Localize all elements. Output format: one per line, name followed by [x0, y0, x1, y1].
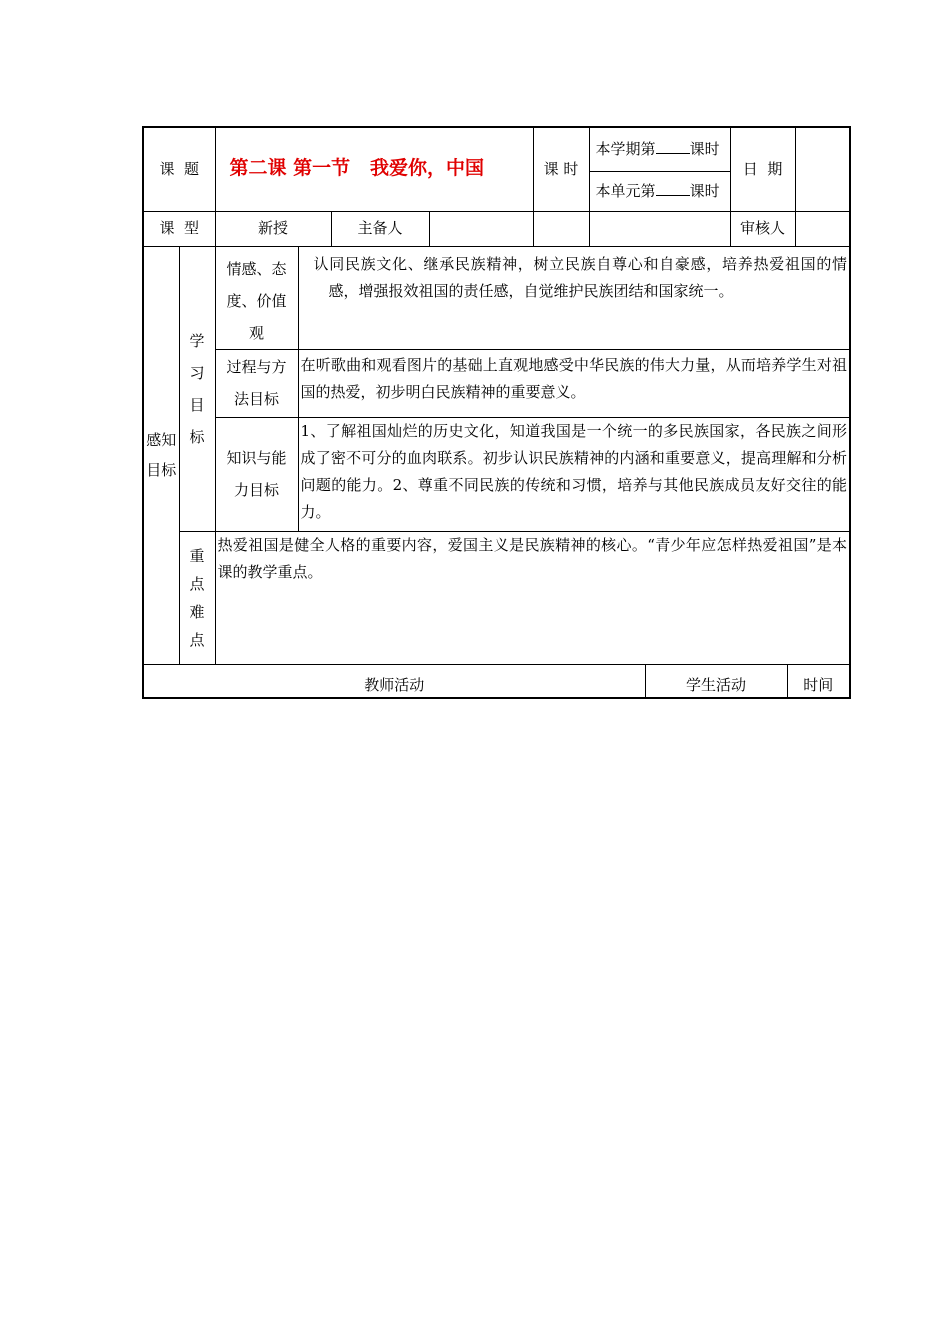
time-header: 时间: [803, 676, 834, 694]
semester-prefix: 本学期第: [595, 140, 656, 159]
knowledge-goal-text: 1、了解祖国灿烂的历史文化，知道我国是一个统一的多民族国家，各民族之间形成了密不可分的血肉联系。初步认识民族精神的内涵和重要意义，提高理解和分析问题的能力。2、尊重不同民族的传统和习惯，培养与其他民族成员友好交往的能力。: [300, 421, 848, 521]
semester-period-cell: [589, 127, 730, 171]
student-activity-header: 学生活动: [686, 676, 747, 694]
key-points-char-1: 重: [189, 546, 205, 565]
topic-label: 课 题: [159, 159, 200, 178]
unit-blank[interactable]: [656, 177, 690, 196]
semester-blank[interactable]: [656, 135, 690, 154]
type-value-cell: [215, 211, 331, 246]
learning-goals-char-4: 标: [189, 427, 205, 446]
lesson-title: 第二课 第一节 我爱你，中国: [229, 157, 484, 180]
meta-blank-cell-1[interactable]: [533, 211, 589, 246]
emotion-goal-text-cell: [298, 246, 850, 349]
teacher-activity-header: 教师活动: [364, 676, 425, 694]
date-value-cell[interactable]: [795, 127, 850, 211]
period-label: 课 时: [543, 159, 579, 178]
knowledge-goal-label-cell: [215, 417, 298, 531]
learning-goals-char-2: 习: [189, 363, 205, 382]
reviewer-value-cell[interactable]: [795, 211, 850, 246]
process-goal-text-cell: [298, 349, 850, 417]
unit-prefix: 本单元第: [595, 182, 656, 200]
type-label-cell: [143, 211, 215, 246]
emotion-goal-label-cell: [215, 246, 298, 349]
process-goal-label-1: 过程与方: [226, 358, 287, 376]
learning-goals-label-cell: [179, 246, 215, 531]
emotion-goal-label-3: 观: [249, 323, 265, 342]
learning-goals-char-1: 学: [189, 331, 205, 350]
lesson-plan-table: [142, 126, 851, 699]
unit-period-cell: [589, 171, 730, 211]
key-points-char-2: 点: [189, 574, 205, 593]
key-points-char-4: 点: [189, 630, 205, 649]
key-points-label-cell: [179, 531, 215, 664]
process-goal-label-2: 法目标: [234, 390, 280, 408]
preparer-label: 主备人: [357, 219, 403, 237]
reviewer-label: 审核人: [740, 219, 786, 237]
lesson-title-cell: [215, 127, 533, 211]
key-points-char-3: 难: [189, 602, 205, 621]
time-header-cell: [787, 664, 850, 698]
date-label-cell: [730, 127, 795, 211]
key-points-text: 热爱祖国是健全人格的重要内容，爱国主义是民族精神的核心。“青少年应怎样热爱祖国”是本课的教学重点。: [217, 535, 848, 581]
process-goal-text: 在听歌曲和观看图片的基础上直观地感受中华民族的伟大力量，从而培养学生对祖国的热爱，初步明白民族精神的重要意义。: [300, 355, 848, 401]
emotion-goal-text: 认同民族文化、继承民族精神，树立民族自尊心和自豪感，培养热爱祖国的情感，增强报效祖国的责任感，自觉维护民族团结和国家统一。: [313, 254, 848, 300]
knowledge-goal-label-2: 力目标: [234, 481, 280, 499]
meta-blank-cell-2[interactable]: [589, 211, 730, 246]
emotion-goal-label-1: 情感、态: [226, 259, 287, 278]
type-label: 课 型: [159, 219, 200, 237]
semester-suffix: 课时: [689, 140, 720, 159]
perception-goals-line-2: 目标: [146, 461, 177, 479]
knowledge-goal-text-cell: [298, 417, 850, 531]
emotion-goal-label-2: 度、价值: [226, 291, 287, 310]
perception-goals-label-cell: [143, 246, 179, 664]
perception-goals-line-1: 感知: [146, 431, 177, 449]
knowledge-goal-label-1: 知识与能: [226, 449, 287, 467]
unit-suffix: 课时: [689, 182, 720, 200]
learning-goals-char-3: 目: [189, 395, 205, 414]
topic-label-cell: [143, 127, 215, 211]
student-activity-header-cell: [645, 664, 787, 698]
type-value: 新授: [258, 219, 289, 237]
key-points-text-cell: [215, 531, 850, 664]
preparer-value-cell[interactable]: [429, 211, 533, 246]
date-label: 日 期: [742, 159, 783, 178]
teacher-activity-header-cell: [143, 664, 645, 698]
period-label-cell: [533, 127, 589, 211]
preparer-label-cell: [331, 211, 429, 246]
process-goal-label-cell: [215, 349, 298, 417]
reviewer-label-cell: [730, 211, 795, 246]
